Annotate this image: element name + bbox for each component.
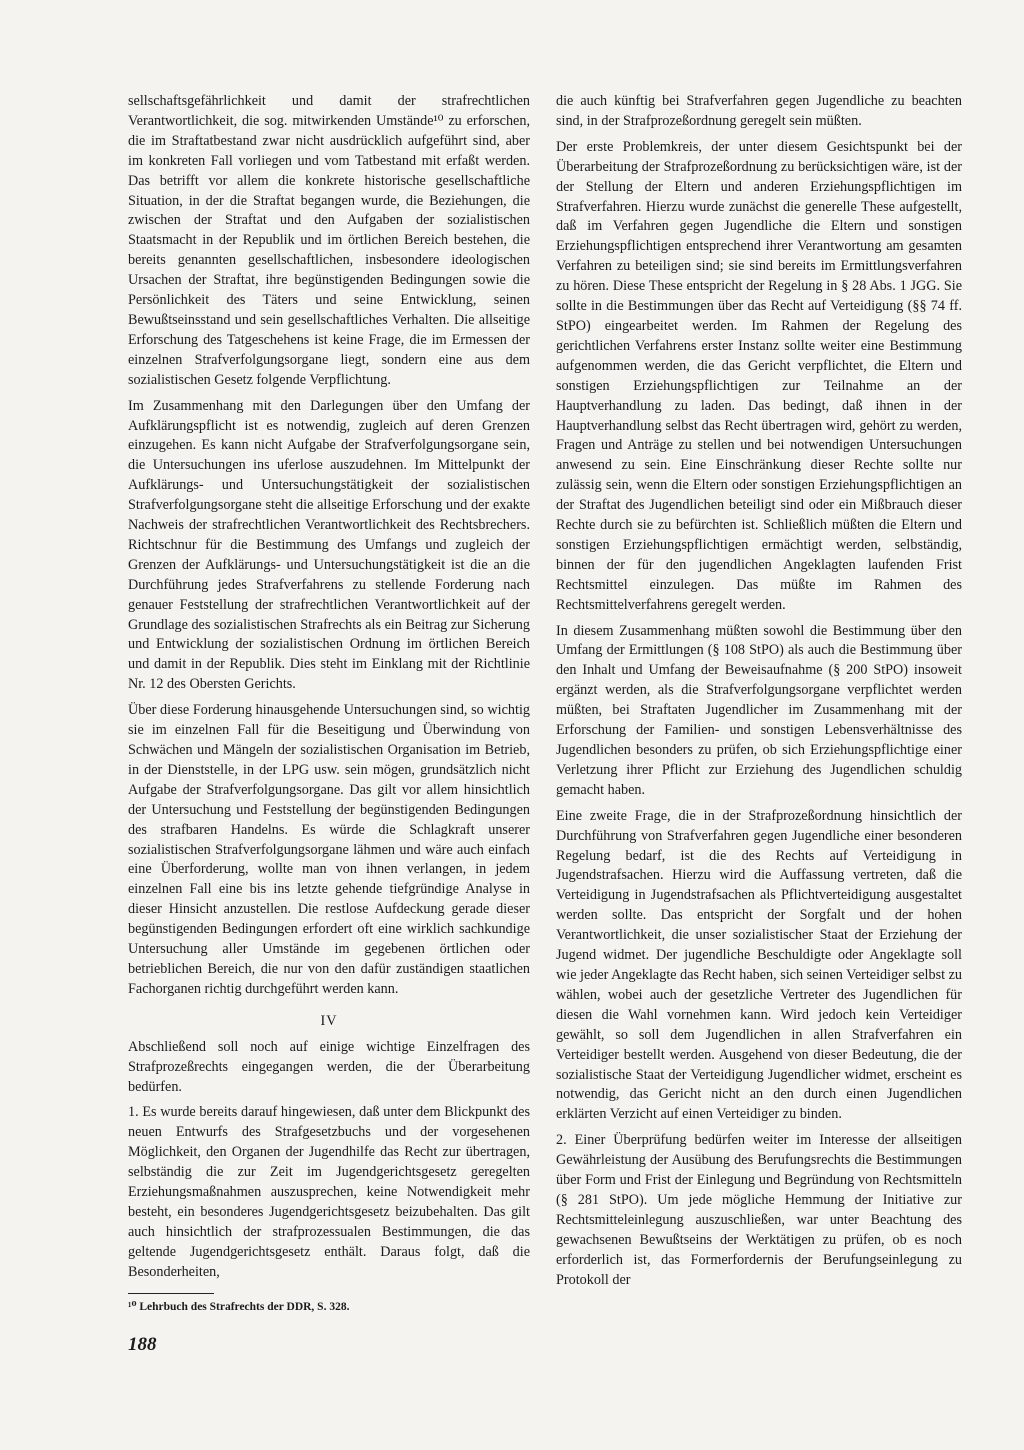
footnote: ¹⁰ Lehrbuch des Strafrechts der DDR, S. 328. <box>128 1300 350 1313</box>
paragraph: Im Zusammenhang mit den Darlegungen über den Umfang der Aufklärungspflicht ist es notwendig, zugleich auf deren Grenzen einzugehen. Es kann nicht Aufgabe der Strafverfolgungsorgane sein, die Untersuchungen ins uferlose auszudehnen. Im Mittelpunkt der Aufklärungs- und Untersuchungstätigkeit der sozialistischen Strafverfolgungsorgane steht die allseitige Erforschung und der exakte Nachweis der strafrechtlichen Verantwortlichkeit des Rechtsbrechers. Richtschnur für die Bestimmung des Umfangs und zugleich der Grenzen der Aufklärungs- und Untersuchungstätigkeit ist die an die Durchführung jedes Strafverfahrens zu stellende Forderung nach genauer Feststellung der strafrechtlichen Verantwortlichkeit auf der Grundlage des sozialistischen Strafrechts als ein Beitrag zur Sicherung und Entwicklung der sozialistischen Ordnung im örtlichen Bereich und damit in der Republik. Dies steht im Einklang mit der Richtlinie Nr. 12 des Obersten Gerichts. <box>128 397 530 693</box>
paragraph: 2. Einer Überprüfung bedürfen weiter im Interesse der allseitigen Gewährleistung der Ausübung des Berufungsrechts die Bestimmungen über Form und Frist der Einlegung und Begründung von Rechtsmitteln (§ 281 StPO). Um jede mögliche Hemmung der Initiative zur Rechtsmitteleinlegung auszuschließen, war unter Beachtung des gewachsenen Bewußtseins der Werktätigen zu prüfen, ob es noch erforderlich ist, das Formerfordernis der Berufungseinlegung zu Protokoll der <box>556 1132 962 1288</box>
paragraph: die auch künftig bei Strafverfahren gegen Jugendliche zu beachten sind, in der Strafprozeßordnung geregelt sein müßten. <box>556 93 962 129</box>
paragraph: sellschaftsgefährlichkeit und damit der strafrechtlichen Verantwortlichkeit, die sog. mitwirkenden Umstände¹⁰ zu erforschen, die im Straftatbestand zwar nicht ausdrücklich aufgeführt sind, aber im konkreten Fall vorliegen und vom Tatbestand mit erfaßt werden. Das betrifft vor allem die konkrete historische gesellschaftliche Situation, in der die Straftat begangen wurde, die Beziehungen, die zwischen der Straftat und den Aufgaben der sozialistischen Staatsmacht in der Republik und im örtlichen Bereich bestehen, die bereits genannten gesellschaftlichen, insbesondere ideologischen Ursachen der Straftat, ihre begünstigenden Bedingungen sowie die Persönlichkeit des Täters und seine Entwicklung, seinen Bewußtseinsstand und sein gesellschaftliches Verhalten. Die allseitige Erforschung des Tatgeschehens ist keine Frage, die im Ermessen der einzelnen Strafverfolgungsorgane liegt, sondern eine aus dem sozialistischen Gesetz folgende Verpflichtung. <box>128 93 530 388</box>
paragraph: Über diese Forderung hinausgehende Untersuchungen sind, so wichtig sie im einzelnen Fall für die Beseitigung und Überwindung von Schwächen und Mängeln der sozialistischen Organisation im Betrieb, in der Dienststelle, in der LPG usw. sein mögen, grundsätzlich nicht Aufgabe der Strafverfolgungsorgane. Das gilt vor allem hinsichtlich der Untersuchung und Feststellung der begünstigenden Bedingungen des strafbaren Handelns. Es würde die Schlagkraft unserer sozialistischen Strafverfolgungsorgane lähmen und wäre auch einfach eine Überforderung, wollte man von ihnen verlangen, in jedem einzelnen Fall eine bis ins letzte gehende tiefgründige Analyse in dieser Hinsicht anzustellen. Die restlose Aufdeckung gerade dieser begünstigenden Bedingungen erfordert oft eine wirklich sachkundige Untersuchung aller Umstände im gegebenen örtlichen oder betrieblichen Bereich, die nur von den dafür zuständigen staatlichen Fachorganen richtig durchgeführt werden kann. <box>128 702 530 997</box>
paragraph: 1. Es wurde bereits darauf hingewiesen, daß unter dem Blickpunkt des neuen Entwurfs des Strafgesetzbuchs und der vorgesehenen Möglichkeit, den Organen der Jugendhilfe das Recht zur übertragen, selbständig die zur Zeit im Jugendgerichtsgesetz geregelten Erziehungsmaßnahmen auszusprechen, keine Notwendigkeit mehr besteht, ein besonderes Jugendgerichtsgesetz beizubehalten. Das gilt auch hinsichtlich der strafprozessualen Bestimmungen, die das geltende Jugendgerichtsgesetz enthält. Daraus folgt, daß die Besonderheiten, <box>128 1104 530 1280</box>
left-column <box>128 92 530 1321</box>
footnote-divider <box>128 1293 214 1294</box>
page-number: 188 <box>128 1334 157 1355</box>
paragraph: In diesem Zusammenhang müßten sowohl die Bestimmung über den Umfang der Ermittlungen (§ 108 StPO) als auch die Bestimmung über den Inhalt und Umfang der Beweisaufnahme (§ 200 StPO) insoweit ergänzt werden, als die Strafverfolgungsorgane verpflichtet werden müßten, bei Straftaten Jugendlicher im Zusammenhang mit der Erforschung der Familien- und sonstigen Lebensverhältnisse des Jugendlichen besonders zu prüfen, ob sich Erziehungspflichtige einer Verletzung ihrer Pflicht zur Erziehung des Jugendlichen schuldig gemacht haben. <box>556 622 962 798</box>
section-heading: IV <box>320 1012 338 1029</box>
paragraph: Abschließend soll noch auf einige wichtige Einzelfragen des Strafprozeßrechts eingegangen werden, die der Überarbeitung bedürfen. <box>128 1038 530 1095</box>
paragraph: Der erste Problemkreis, der unter diesem Gesichtspunkt bei der Überarbeitung der Strafprozeßordnung zu berücksichtigen wäre, ist der der Stellung der Eltern und anderen Erziehungspflichtigen im Strafverfahren. Hierzu wurde zunächst die generelle These aufgestellt, daß im Verfahren gegen Jugendliche die Eltern und sonstigen Erziehungspflichtigen entsprechend ihrer Verantwortung am gesamten Verfahren zu beteiligen sind; sie sind bereits im Ermittlungsverfahren zu hören. Diese These entspricht der Regelung in § 28 Abs. 1 JGG. Sie sollte in die Bestimmungen über das Recht auf Verteidigung (§§ 74 ff. StPO) eingearbeitet werden. Im Rahmen der Regelung des gerichtlichen Verfahrens erster Instanz sollte weiter eine Bestimmung aufgenommen werden, die das Gericht verpflichtet, die Eltern und sonstigen Erziehungspflichtigen zur Teilnahme an der Hauptverhandlung zu laden. Das bedingt, daß ihnen in der Hauptverhandlung selbst das Recht übertragen wird, gehört zu werden, Fragen und Anträge zu stellen und bei notwendigen Untersuchungen anwesend zu sein. Eine Einschränkung dieser Rechte sollte nur zulässig sein, wenn die Eltern oder sonstigen Erziehungspflichtigen an der Straftat des Jugendlichen beteiligt sind oder ein Mißbrauch dieser Rechte durch sie zu befürchten ist. Schließlich müßten die Eltern und sonstigen Erziehungspflichtigen ermächtigt werden, selbständig, binnen der für den jugendlichen Angeklagten laufenden Frist Rechtsmittel einzulegen. Das müßte im Rahmen des Rechtsmittelverfahrens geregelt werden. <box>556 138 962 613</box>
right-column <box>556 92 962 1296</box>
paragraph: Eine zweite Frage, die in der Strafprozeßordnung hinsichtlich der Durchführung von Strafverfahren gegen Jugendliche einer besonderen Regelung bedarf, ist die des Rechts auf Verteidigung in Jugendstrafsachen. Hierzu wird die Auffassung vertreten, daß die Verteidigung in Jugendstrafsachen als Pflichtverteidigung ausgestaltet werden sollte. Das entspricht der Sorgfalt und der hohen Verantwortlichkeit, die unser sozialistischer Staat der Erziehung der Jugend widmet. Der jugendliche Beschuldigte oder Angeklagte soll wie jeder Angeklagte das Recht haben, sich seinen Verteidiger selbst zu wählen, wobei auch der gesetzliche Vertreter des Jugendlichen für diesen die Wahl vornehmen kann. Wird jedoch kein Verteidiger gewählt, so soll dem Jugendlichen in allen Strafverfahren ein Verteidiger bestellt werden. Ausgehend von dieser Bedeutung, die der sozialistische Staat der Verteidigung Jugendlicher widmet, erscheint es notwendig, das Gericht nicht an den durch einen Jugendlichen erklärten Verzicht auf einen Verteidiger zu binden. <box>556 807 962 1123</box>
